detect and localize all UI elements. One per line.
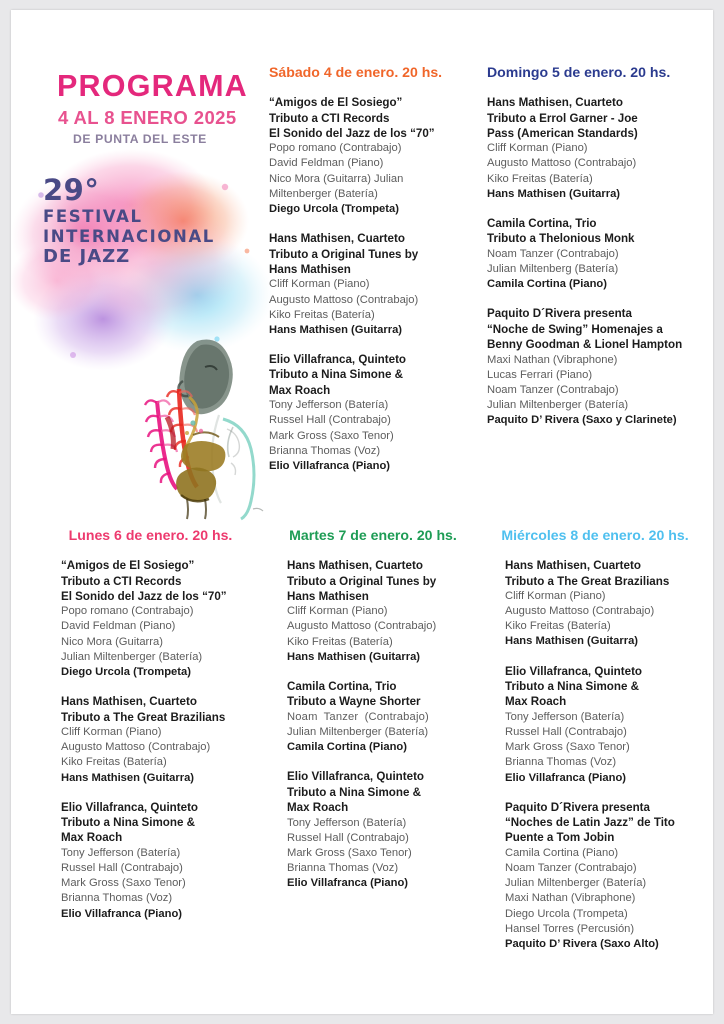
act-title-line: Paquito D´Rivera presenta [505,800,650,814]
musician-row: Paquito D’ Rivera (Saxo Alto) [505,937,659,950]
act-title-line: El Sonido del Jazz de los “70” [269,126,435,140]
musician-row: Noam Tanzer (Contrabajo) [487,383,619,396]
musician-row: Camila Cortina (Piano) [487,278,607,291]
act-title-line: Max Roach [287,801,349,815]
act-title [287,679,477,710]
musician-row: Russel Hall (Contrabajo) [269,414,391,427]
act-title-line: Tributo a Original Tunes by [269,247,419,261]
act-title [287,558,477,604]
musician-row: Diego Urcola (Trompeta) [61,666,191,678]
musician-row: Hans Mathisen (Guitarra) [505,635,639,648]
act-item [505,664,703,786]
musician-row: Tony Jefferson (Batería) [269,399,389,412]
act-title-line: Puente a Tom Jobin [505,831,615,845]
musician-row: Elio Villafranca (Piano) [287,877,409,890]
musician-row: Augusto Mattoso (Contrabajo) [505,605,655,618]
musician-row: Kiko Freitas (Batería) [487,172,593,185]
musician-row: Elio Villafranca (Piano) [269,459,391,472]
acts-list-lunes [43,558,258,922]
act-title-line: Pass (American Standards) [487,126,638,140]
festival-brand-cell [43,65,258,520]
musician-row: Nico Mora (Guitarra) [61,635,163,648]
musician-row: Maxi Nathan (Vibraphone) [505,892,636,905]
musician-row: Brianna Thomas (Voz) [61,892,173,905]
act-item [287,769,477,891]
musician-row: Hans Mathisen (Guitarra) [269,323,403,336]
act-item [61,558,258,680]
musician-row: Augusto Mattoso (Contrabajo) [487,157,637,170]
act-title-line: Max Roach [269,383,331,397]
act-item [61,694,258,786]
act-title [269,231,477,277]
act-item [269,95,477,217]
musician-row: Russel Hall (Contrabajo) [61,862,183,875]
day-heading-miercoles: Miércoles 8 de enero. 20 hs. [501,527,689,543]
musician-row: Noam Tanzer (Contrabajo) [505,862,637,875]
day-column-miercoles [487,528,703,952]
festival-logo-line-2: INTERNACIONAL [43,226,215,246]
act-item [505,800,703,952]
musician-row: Cliff Korman (Piano) [61,725,162,738]
act-title-line: Tributo a Wayne Shorter [287,695,421,709]
musician-row: Mark Gross (Saxo Tenor) [61,877,186,890]
act-title [269,95,477,141]
act-title-line: “Noche de Swing” Homenajes a [487,322,663,336]
poster-page [11,10,713,1014]
musician-row: David Feldman (Piano) [61,620,176,633]
musician-row: Kiko Freitas (Batería) [505,620,611,633]
musician-row: Camila Cortina (Piano) [287,741,407,754]
act-title [61,800,258,846]
musician-row: Augusto Mattoso (Contrabajo) [269,293,419,306]
act-title-line: Tributo a Nina Simone & [287,785,421,799]
day-column-sabado [269,65,477,474]
act-title-line: Hans Mathisen, Cuarteto [487,96,623,110]
musician-row: Kiko Freitas (Batería) [61,756,167,769]
acts-list-martes [269,558,477,891]
act-title-line: Hans Mathisen [269,262,351,276]
musician-row: Cliff Korman (Piano) [287,605,388,618]
act-title [487,216,703,247]
act-item [487,306,703,428]
musician-row: Julian Miltenberger (Batería) [287,725,429,738]
act-title-line: Tributo a CTI Records [61,574,182,588]
acts-list-domingo [487,95,703,428]
act-title-line: Elio Villafranca, Quinteto [61,800,199,814]
festival-location: DE PUNTA DEL ESTE [73,132,207,146]
act-title-line: Elio Villafranca, Quinteto [505,664,643,678]
saxophonist-illustration [101,323,291,523]
act-title-line: Tributo a Errol Garner - Joe [487,111,638,125]
act-title-line: “Amigos de El Sosiego” [269,96,403,110]
act-title-line: Camila Cortina, Trio [287,680,397,693]
musician-row: Noam Tanzer (Contrabajo) [287,710,429,723]
musician-row: Kiko Freitas (Batería) [287,635,393,648]
act-item [505,558,703,650]
musician-row: Kiko Freitas (Batería) [269,308,375,321]
act-title [287,769,477,815]
musician-row: Noam Tanzer (Contrabajo) [487,247,619,260]
musician-row: Tony Jefferson (Batería) [505,710,625,723]
act-title [505,664,703,710]
act-title-line: Hans Mathisen, Cuarteto [269,232,405,246]
day-heading-sabado: Sábado 4 de enero. 20 hs. [269,64,443,80]
act-title-line: Tributo a Nina Simone & [61,816,195,830]
act-title [61,558,258,604]
musician-row: Cliff Korman (Piano) [269,278,370,291]
musician-row: Julian Miltenberger (Batería) [487,399,629,412]
day-column-lunes [43,528,258,922]
festival-dates: 4 AL 8 ENERO 2025 [58,107,237,128]
act-title-line: “Amigos de El Sosiego” [61,559,195,573]
musician-row: Hansel Torres (Percusión) [505,922,635,935]
act-item [269,231,477,338]
act-item [269,352,477,474]
day-heading-lunes: Lunes 6 de enero. 20 hs. [68,527,233,543]
act-item [487,95,703,202]
musician-row: Brianna Thomas (Voz) [505,756,617,769]
act-title-line: Elio Villafranca, Quinteto [287,770,425,784]
act-title-line: Benny Goodman & Lionel Hampton [487,338,683,352]
act-title [487,306,703,352]
day-column-domingo [487,65,703,428]
act-title-line: Tributo a Thelonious Monk [487,232,635,246]
act-title-line: Max Roach [505,695,567,709]
musician-row: Cliff Korman (Piano) [487,142,588,155]
musician-row: Miltenberger (Batería) [269,187,378,200]
musician-row: Nico Mora (Guitarra) Julian [269,172,404,185]
act-title [505,558,703,589]
day-heading-martes: Martes 7 de enero. 20 hs. [289,527,457,543]
act-title-line: Tributo a Nina Simone & [505,680,639,693]
musician-row: Hans Mathisen (Guitarra) [287,650,421,663]
musician-row: Mark Gross (Saxo Tenor) [287,846,412,859]
act-item [287,558,477,665]
act-item [287,679,477,755]
musician-row: Diego Urcola (Trompeta) [269,203,399,215]
musician-row: Julian Miltenberg (Batería) [487,262,619,275]
act-title [269,352,477,398]
musician-row: Diego Urcola (Trompeta) [505,907,628,920]
act-item [61,800,258,922]
musician-row: Hans Mathisen (Guitarra) [487,187,621,200]
act-item [487,216,703,292]
musician-row: Russel Hall (Contrabajo) [287,831,409,844]
festival-edition: 29° [43,173,100,207]
day-heading-domingo: Domingo 5 de enero. 20 hs. [487,64,671,80]
act-title-line: Hans Mathisen, Cuarteto [61,695,197,709]
musician-row: Augusto Mattoso (Contrabajo) [61,741,211,754]
act-title [61,694,258,725]
festival-logo-line-3: DE JAZZ [43,246,131,268]
musician-row: Tony Jefferson (Batería) [287,816,407,829]
musician-row: Popo romano (Contrabajo) [269,142,402,155]
musician-row: Popo romano (Contrabajo) [61,605,194,618]
act-title-line: Tributo a The Great Brazilians [61,710,226,724]
program-grid [11,10,713,1014]
musician-row: Mark Gross (Saxo Tenor) [505,741,630,754]
musician-row: Julian Miltenberger (Batería) [505,877,647,890]
musician-row: Hans Mathisen (Guitarra) [61,771,195,784]
musician-row: Lucas Ferrari (Piano) [487,368,593,381]
musician-row: Cliff Korman (Piano) [505,589,606,602]
musician-row: Tony Jefferson (Batería) [61,846,181,859]
musician-row: Brianna Thomas (Voz) [269,444,381,457]
act-title-line: Camila Cortina, Trio [487,217,597,230]
festival-logo-text [43,173,243,267]
musician-row: Paquito D’ Rivera (Saxo y Clarinete) [487,414,677,427]
acts-list-miercoles [487,558,703,952]
musician-row: Augusto Mattoso (Contrabajo) [287,620,437,633]
act-title-line: Hans Mathisen, Cuarteto [287,559,423,573]
page-title: PROGRAMA [57,69,248,103]
act-title-line: Hans Mathisen [287,589,369,603]
musician-row: Maxi Nathan (Vibraphone) [487,353,618,366]
musician-row: Camila Cortina (Piano) [505,846,619,859]
act-title [487,95,703,141]
act-title-line: El Sonido del Jazz de los “70” [61,589,227,603]
day-column-martes [269,528,477,891]
act-title-line: Tributo a CTI Records [269,111,390,125]
act-title-line: Elio Villafranca, Quinteto [269,353,407,367]
act-title-line: Tributo a Nina Simone & [269,368,403,382]
musician-row: Elio Villafranca (Piano) [61,907,183,920]
act-title-line: Tributo a The Great Brazilians [505,574,670,588]
acts-list-sabado [269,95,477,474]
musician-row: Julian Miltenberger (Batería) [61,650,203,663]
act-title-line: Tributo a Original Tunes by [287,574,437,588]
musician-row: Elio Villafranca (Piano) [505,771,627,784]
musician-row: Mark Gross (Saxo Tenor) [269,429,394,442]
festival-brand [43,65,283,520]
act-title [505,800,703,846]
musician-row: David Feldman (Piano) [269,157,384,170]
act-title-line: Paquito D´Rivera presenta [487,307,632,321]
act-title-line: Hans Mathisen, Cuarteto [505,559,641,573]
act-title-line: “Noches de Latin Jazz” de Tito [505,816,675,830]
musician-row: Brianna Thomas (Voz) [287,862,399,875]
festival-logo-line-1: FESTIVAL [43,207,143,227]
act-title-line: Max Roach [61,831,123,845]
musician-row: Russel Hall (Contrabajo) [505,725,627,738]
